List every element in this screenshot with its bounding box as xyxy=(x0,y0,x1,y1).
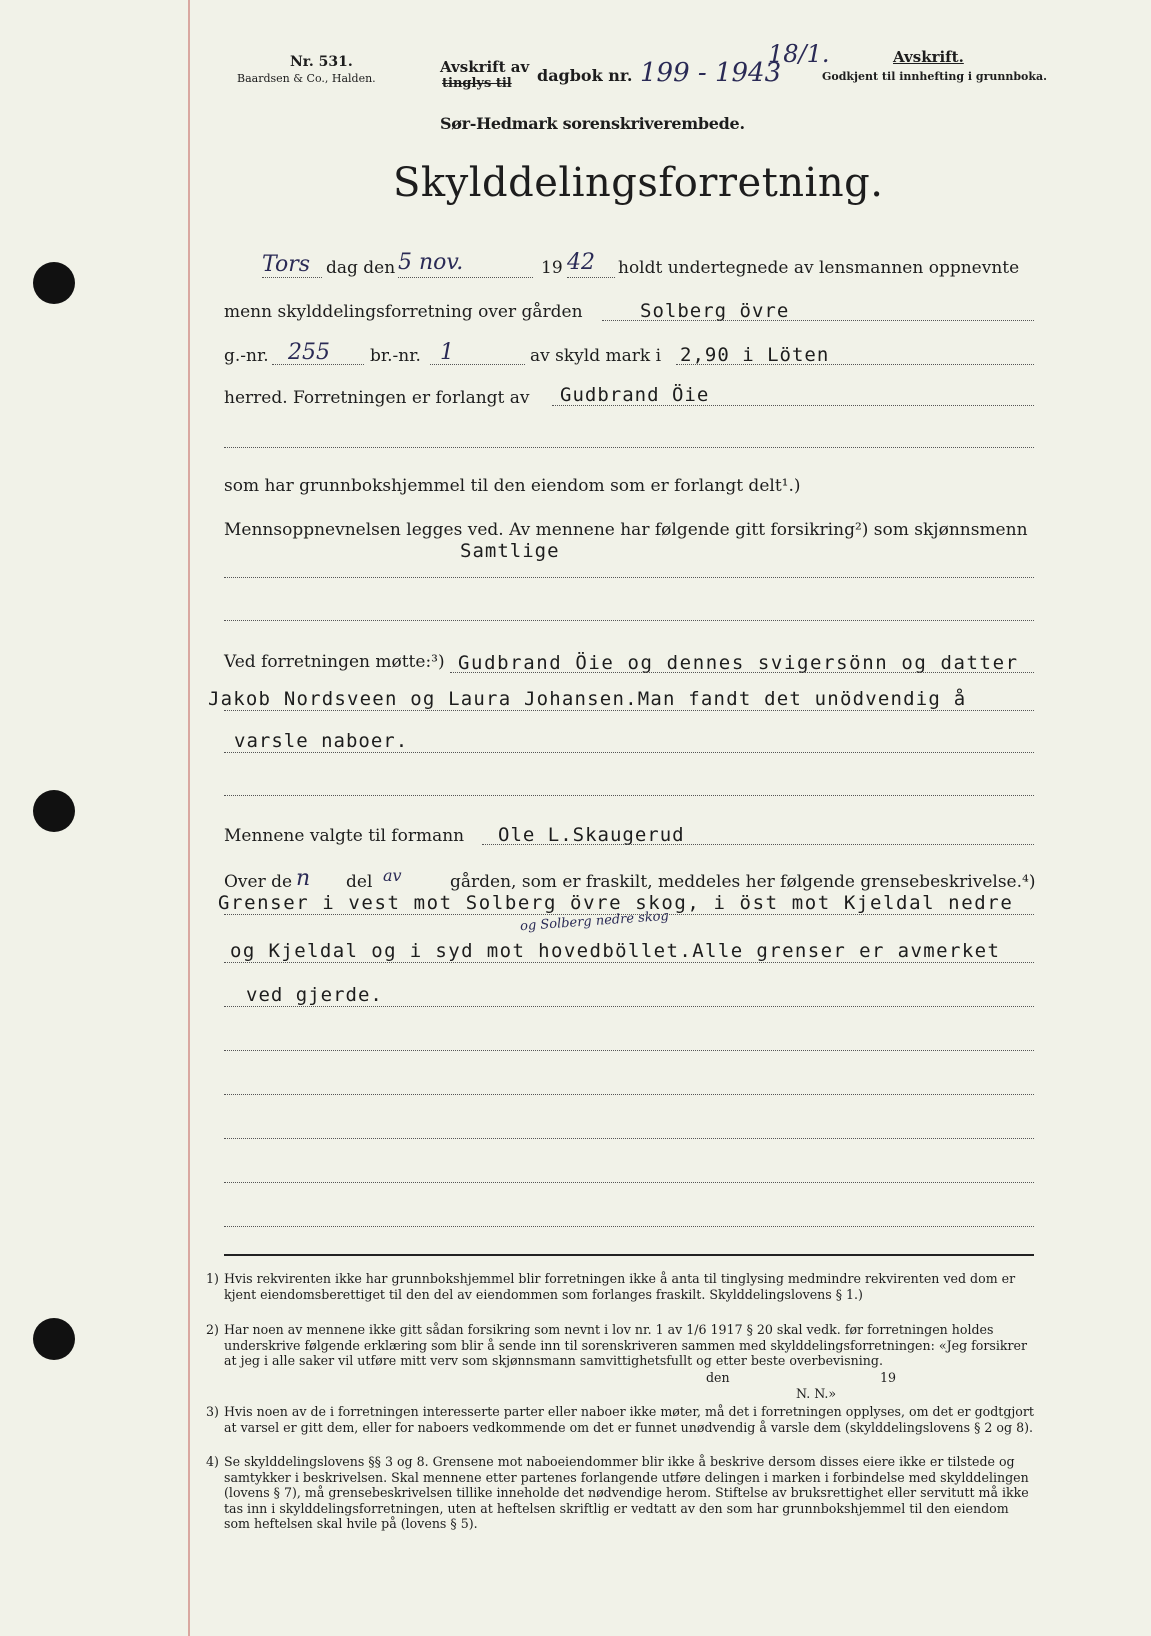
attendees-text: Jakob Nordsveen og Laura Johansen.Man fandt det unödvendig å xyxy=(208,688,967,710)
fill-line xyxy=(224,1006,1034,1007)
footnote-text: Se skylddelingslovens §§ 3 og 8. Grensene mot naboeiendommer blir ikke å beskrive dersom disses eiere ikke er tilstede og samtykker i beskrivelsen. Skal mennene etter partenes forlangende utføre delingen i marken i forbindelse med skylddelingen (lovens § 7), må grensebeskrivelsen tillike inneholde det nødvendige herom. Stiftelse av bruksrettighet eller servitutt må ikke tas inn i skylddelingsforretningen, uten at heftelsen skriftlig er vedtatt av den som har grunnbokshjemmel til den eiendom som heftelsen skal hvile på (lovens § 5). xyxy=(224,1454,1029,1532)
skyld-field: 2,90 i Löten xyxy=(680,344,830,366)
form-text: som har grunnbokshjemmel til den eiendom som er forlangt delt¹.) xyxy=(224,476,801,496)
copy-prefix: Avskrift av xyxy=(440,58,530,76)
printer-name: Baardsen & Co., Halden. xyxy=(237,72,376,85)
fill-line xyxy=(602,320,1034,321)
avskrift-label: Avskrift. xyxy=(893,48,964,66)
chairman-field: Ole L.Skaugerud xyxy=(498,824,685,846)
form-text: holdt undertegnede av lensmannen oppnevnte xyxy=(618,258,1020,278)
form-text: Mennene valgte til formann xyxy=(224,826,465,846)
punch-hole xyxy=(33,262,75,304)
fill-line xyxy=(224,710,1034,711)
footnote-4 xyxy=(206,1454,1034,1532)
fill-line xyxy=(224,795,1034,796)
footnote-number: 1) xyxy=(206,1271,219,1286)
fill-line xyxy=(482,844,1034,845)
boundary-insert: og Solberg nedre skog xyxy=(519,908,670,935)
form-text: menn skylddelingsforretning over gården xyxy=(224,302,583,322)
fill-line xyxy=(262,277,322,278)
margin-rule xyxy=(188,0,190,1636)
form-text: br.-nr. xyxy=(370,346,421,366)
fill-line xyxy=(224,1050,1034,1051)
part-field: n xyxy=(296,866,311,891)
fill-line xyxy=(676,364,1034,365)
fill-line xyxy=(224,1138,1034,1139)
gnr-field: 255 xyxy=(288,340,330,365)
form-text: Over de xyxy=(224,872,293,892)
dagbok-label: dagbok nr. xyxy=(537,66,633,85)
dagbok-date: 18/1. xyxy=(768,40,830,68)
fill-line xyxy=(450,672,1034,673)
footnote-number: 2) xyxy=(206,1322,219,1337)
struck-word: tinglys til xyxy=(442,76,512,91)
attendees-text: varsle naboer. xyxy=(234,730,409,752)
year-field: 42 xyxy=(567,250,595,275)
footnote-text: Hvis rekvirenten ikke har grunnbokshjemmel blir forretningen ikke å anta til tinglysing medmindre rekvirenten ved dom er kjent eiendomsberettiget til den del av eiendommen som forlanges fraskilt. Skylddelingslovens § 1.) xyxy=(224,1271,1016,1302)
form-text: dag den xyxy=(326,258,396,278)
form-text: g.-nr. xyxy=(224,346,269,366)
fill-line xyxy=(224,1094,1034,1095)
punch-hole xyxy=(33,1318,75,1360)
office-name: Sør-Hedmark sorenskriverembede. xyxy=(440,114,745,133)
footnote-signature: N. N.» xyxy=(796,1386,837,1401)
boundary-text: ved gjerde. xyxy=(246,984,383,1006)
page-title: Skylddelingsforretning. xyxy=(393,160,884,206)
footnote-text: Hvis noen av de i forretningen interesserte parter eller naboer ikke møter, må det i forretningen opplyses, om det er godtgjort at varsel er gitt dem, eller for naboers vedkommende om det er funnet unødvendig å varsle dem (skylddelingslovens § 2 og 8). xyxy=(224,1404,1034,1435)
form-text: Ved forretningen møtte:³) xyxy=(224,652,445,672)
attendees-text: Gudbrand Öie og dennes svigersönn og datter xyxy=(458,652,1019,674)
footnote-divider xyxy=(224,1254,1034,1256)
approval-note: Godkjent til innhefting i grunnboka. xyxy=(822,70,1047,83)
bnr-field: 1 xyxy=(440,340,454,365)
fill-line xyxy=(224,447,1034,448)
boundary-text: og Kjeldal og i syd mot hovedböllet.Alle grenser er avmerket xyxy=(230,940,1001,962)
footnote-number: 3) xyxy=(206,1404,219,1419)
footnote-3 xyxy=(206,1404,1034,1435)
fill-line xyxy=(552,405,1034,406)
fill-line xyxy=(398,277,533,278)
date-field: 5 nov. xyxy=(398,250,464,275)
fill-line xyxy=(272,364,364,365)
form-text: av skyld mark i xyxy=(530,346,662,366)
fill-line xyxy=(224,752,1034,753)
fill-line xyxy=(224,577,1034,578)
form-text: herred. Forretningen er forlangt av xyxy=(224,388,530,408)
fill-line xyxy=(567,277,615,278)
fill-line xyxy=(430,364,525,365)
fill-line xyxy=(224,1226,1034,1227)
punch-hole xyxy=(33,790,75,832)
form-number: Nr. 531. xyxy=(290,54,353,70)
form-text: 19 xyxy=(541,258,563,278)
fill-line xyxy=(224,962,1034,963)
part-insert: av xyxy=(383,866,402,885)
weekday-field: Tors xyxy=(262,252,311,277)
requester-field: Gudbrand Öie xyxy=(560,384,710,406)
footnote-1 xyxy=(206,1271,1034,1302)
dagbok-number: 199 - 1943 xyxy=(640,58,782,88)
fill-line xyxy=(224,914,1034,915)
fill-line xyxy=(224,620,1034,621)
form-text: del xyxy=(346,872,373,892)
assessors-field: Samtlige xyxy=(460,540,560,562)
farm-name: Solberg övre xyxy=(640,300,790,322)
form-text: Mennsoppnevnelsen legges ved. Av mennene har følgende gitt forsikring²) som skjønnsmenn xyxy=(224,520,1028,540)
footnote-2 xyxy=(206,1322,1034,1369)
footnote-number: 4) xyxy=(206,1454,219,1469)
form-text: gården, som er fraskilt, meddeles her følgende grensebeskrivelse.⁴) xyxy=(450,872,1036,892)
fill-line xyxy=(224,1182,1034,1183)
boundary-text: Grenser i vest mot Solberg övre skog, i öst mot Kjeldal nedre xyxy=(218,892,1014,914)
footnote-text: Har noen av mennene ikke gitt sådan forsikring som nevnt i lov nr. 1 av 1/6 1917 § 20 skal vedk. før forretningen holdes underskrive følgende erklæring som blir å sende inn til sorenskriveren sammen med skylddelingsforretningen: «Jeg forsikrer at jeg i alle saker vil utføre mitt verv som skjønnsmann samvittighetsfullt og etter beste overbevisning. xyxy=(224,1322,1028,1369)
footnote-den: den xyxy=(706,1370,730,1385)
footnote-year: 19 xyxy=(880,1370,897,1385)
